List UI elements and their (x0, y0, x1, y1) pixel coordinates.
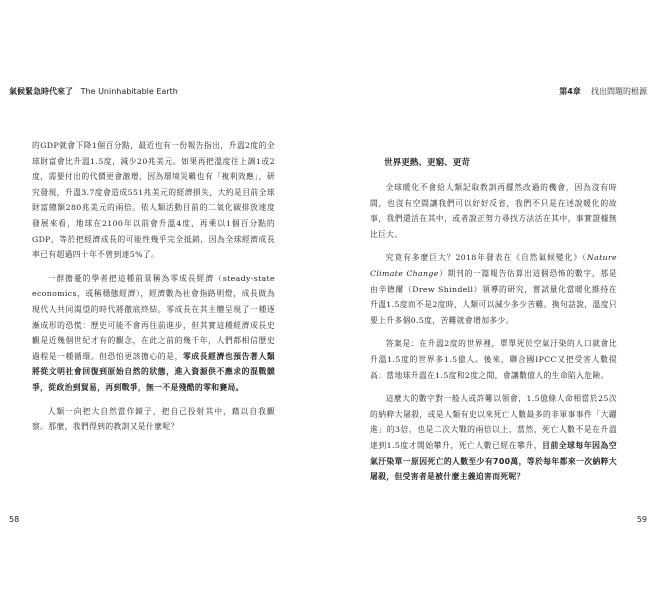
left-paragraph-1: 的GDP就會下降1個百分點，最近也有一份報告指出，升溫2度的全球財富會比升溫1.5度，減少20兆美元。如果再把溫度往上調1或2度，需要付出的代價更會激增，因為環境災難也有「複利效應」，研究發現，升溫3.7度會造成551兆美元的經濟損失，大約是目前全球財富總額280兆美元的兩倍。依人類活動目前的二氧化碳排放速度發展來看，地球在2100年以前會升溫4度，再乘以1個百分點的GDP，等於把經濟成長的可能性幾乎完全抵銷，因為全球經濟成長率已有超過四十年不曾到達5%了。 (32, 141, 275, 260)
book-title-en: The Uninhabitable Earth (80, 87, 178, 96)
right-paragraph-3: 答案是：在升溫2度的世界裡，單單死於空氣汙染的人口就會比升溫1.5度的世界多1.5億人。後來，聯合國IPCC又把受害人數提高：當地球升溫在1.5度和2度之間，會讓數億人的生命陷入危險。 (370, 339, 617, 380)
right-paragraph-4 (370, 391, 617, 485)
page-number-left: 58 (9, 515, 20, 524)
page-number-right: 59 (636, 515, 647, 524)
chapter-number: 第4章 (559, 87, 581, 96)
left-paragraph-3: 人類一向把大自然當作鏡子，把自己投射其中，藉以自我觀察。那麼，我們得到的教訓又是什麼呢？ (32, 406, 275, 432)
left-paragraph-2-bold: 零成長經濟也預告著人類將從文明社會回復到原始自然的狀態，進入資源供不應求的混戰競爭，從政治到貿易，再到戰爭，無一不是殘酷的零和賽局。 (32, 351, 275, 392)
right-paragraph-1: 全球暖化不會給人類記取教訓再擺然改過的機會，因為沒有時間，也沒有空間讓我們可以好好反省，我們不只是在述說暖化的故事，我們還活在其中，或者說正努力尋找方法活在其中，事實證據無比巨大。 (370, 183, 617, 239)
left-paragraph-2-text: 一群擔憂的學者把這種前景稱為零成長經濟（steady-state economics，或稱穩態經濟），經濟數為社會指路明燈，成長做為現代人共同渴望的時代將徹底終結。零成長在其主體呈現了一種逐漸成形的恐慌：歷史可能不會再往前進步，但其實這種經濟成長史觀是近幾個世紀才有的觀念，在此之前的幾千年，人們都相信歷史過程是一種循環。但恐怕更該擔心的是， (32, 273, 275, 361)
running-head-left (9, 86, 178, 97)
left-page (32, 138, 275, 435)
right-page (370, 138, 617, 485)
journal-name: Nature Climate Change (370, 253, 617, 278)
left-paragraph-2 (32, 271, 275, 396)
right-paragraph-4-text: 這麼大的數字對一般人或許難以領會，1.5億條人命相當於25次的納粹大屠殺，或是人類有史以來死亡人數最多的非軍事事件「大躍進」的3倍，也是二次大戰的兩倍以上，當然，死亡人數不是在升溫達到1.5度才開始攀升，死亡人數已經在攀升， (370, 394, 617, 450)
right-paragraph-2-b: ）期刊的一篇報告估算出這個恐怖的數字，那是由辛德爾（Drew Shindell）領導的研究，嘗試量化當暖化維持在升溫1.5度而不是2度時，人類可以減少多少苦難。換句話說，溫度只要上升多個0.5度，苦難就會增加多少。 (370, 268, 617, 325)
chapter-title: 找出問題的根源 (591, 87, 647, 96)
book-title-cn: 氣候緊急時代來了 (9, 87, 73, 96)
right-paragraph-4-bold: 目前全球每年因為空氣汙染單一原因死亡的人數至少有700萬，等於每年都來一次納粹大屠殺，但受害者是被什麼主義迫害而死呢？ (370, 440, 617, 482)
right-paragraph-2 (370, 250, 617, 328)
running-head-right (559, 86, 647, 97)
right-paragraph-2-a: 究竟有多麼巨大？2018年發表在《自然氣候變化》（ (385, 253, 587, 263)
section-title: 世界更熱、更窮、更苛 (384, 158, 470, 168)
